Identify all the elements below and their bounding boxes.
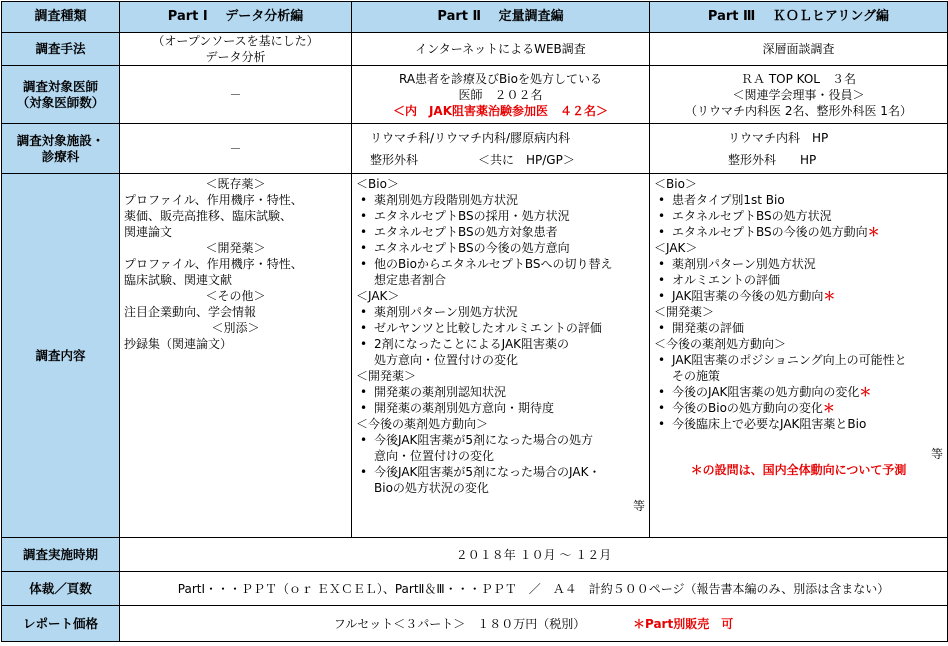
content-part1-heading: ＜開発薬＞ — [205, 241, 266, 255]
content-part3-bullet-item — [654, 224, 943, 240]
content-part2-section-heading: ＜Bio＞ — [356, 177, 399, 191]
method-part2: インターネットによるWEB調査 — [352, 33, 650, 66]
content-part2-bullet-continuation: 想定患者割合 — [374, 273, 447, 287]
format-value: PartⅠ・・・ＰＰＴ（ｏｒ ＥＸＣＥＬ）、PartⅡ＆Ⅲ・・・ＰＰＴ ／ Ａ４ 計約５００ページ（報告書本編のみ、別添は含まない） — [120, 572, 948, 606]
forecast-star-mark: ＊ — [867, 225, 880, 239]
doctors-part3-line1: ＲＡ TOP KOL ３名 — [741, 71, 856, 86]
price-value: フルセット＜３パート＞ １８０万円（税別） — [333, 616, 586, 631]
doctors-row — [2, 66, 948, 124]
format-label: 体裁／頁数 — [2, 572, 120, 606]
content-part3-bullet-item: • オルミエントの評価 — [654, 272, 943, 288]
period-value: ２０１８年 １０月 ～ １２月 — [120, 538, 948, 572]
period-row — [2, 538, 948, 572]
content-part3-bullet-item: • 開発薬の評価 — [654, 320, 943, 336]
content-part3-bullet-text: エタネルセプトBSの今後の処方動向 — [672, 225, 868, 239]
header-part3: Part Ⅲ ＫＯＬヒアリング編 — [650, 2, 948, 33]
content-part3-bullet-item — [654, 400, 943, 416]
facility-part2-line1: リウマチ科/リウマチ内科/膠原病内科 — [370, 130, 571, 145]
content-part2-bullet-item: • ゼルヤンツと比較したオルミエントの評価 — [356, 320, 645, 336]
content-row — [2, 174, 948, 538]
forecast-star-mark: ＊ — [859, 385, 872, 399]
price-cell — [120, 606, 948, 642]
content-label: 調査内容 — [2, 174, 120, 538]
method-part1-line1: （オープンソースを基にした） — [152, 34, 319, 48]
content-part1-text-line: 注目企業動向、学会情報 — [124, 305, 257, 319]
facility-part3-line2: 整形外科 HP — [728, 152, 817, 167]
doctors-part2-line2: 医師 ２０２名 — [458, 87, 543, 102]
content-part1-text-line: 薬価、販売高推移、臨床試験、 — [124, 209, 293, 223]
content-part3-bullet-continuation: その施策 — [672, 369, 721, 383]
content-part1-heading: ＜既存薬＞ — [205, 177, 266, 191]
content-part3-bullet-item — [654, 384, 943, 400]
doctors-label-line2: （対象医師数） — [16, 94, 105, 110]
format-row — [2, 572, 948, 606]
facility-label-line2: 診療科 — [41, 148, 80, 164]
content-part3-section-heading: ＜開発薬＞ — [654, 305, 715, 319]
content-part3-section-heading: ＜Bio＞ — [654, 177, 697, 191]
content-part3-bullet-text: 今後のBioの処方動向の変化 — [672, 401, 823, 415]
content-part3-bullet-item: • 今後臨床上で必要なJAK阻害薬とBio — [654, 416, 943, 432]
content-part2-section-heading: ＜開発薬＞ — [356, 369, 417, 383]
facility-part2 — [352, 124, 650, 174]
content-part2-bullet-item: • エタネルセプトBSの採用・処方状況 — [356, 208, 645, 224]
content-part3-etc: 等 — [930, 447, 943, 461]
content-part1-text-line: 臨床試験、関連文献 — [124, 273, 233, 287]
header-part2: Part Ⅱ 定量調査編 — [352, 2, 650, 33]
price-label: レポート価格 — [2, 606, 120, 642]
forecast-star-mark: ＊ — [823, 289, 836, 303]
content-part2-bullet-item: • エタネルセプトBSの処方対象患者 — [356, 224, 645, 240]
header-survey-type: 調査種類 — [2, 2, 120, 33]
facility-part3 — [650, 124, 948, 174]
doctors-part3-line2: ＜関連学会理事・役員＞ — [732, 87, 865, 102]
period-label: 調査実施時期 — [2, 538, 120, 572]
content-part2-bullet-continuation: Bioの処方状況の変化 — [374, 481, 489, 495]
content-part3-bullet-item: • JAK阻害薬のポジショニング向上の可能性と — [654, 352, 943, 368]
facility-part1: － — [120, 124, 352, 174]
facility-label — [2, 124, 120, 174]
content-part2-section-heading: ＜JAK＞ — [356, 289, 400, 303]
content-part2-bullet-item: • 今後JAK阻害薬が5剤になった場合のJAK・ — [356, 464, 645, 480]
price-part-sale-note: ＊Part別販売 可 — [632, 616, 734, 631]
doctors-label-line1: 調査対象医師 — [22, 78, 98, 94]
content-part2-bullet-continuation: 意向・位置付けの変化 — [374, 449, 495, 463]
content-part3-bullet-item: • 患者タイプ別1st Bio — [654, 192, 943, 208]
content-part3-bullet-text: 今後のJAK阻害薬の処方動向の変化 — [672, 385, 860, 399]
facility-row — [2, 124, 948, 174]
forecast-star-mark: ＊ — [822, 401, 835, 415]
content-part1-text-line: プロファイル、作用機序・特性、 — [124, 257, 303, 271]
content-part2-bullet-item: • 今後JAK阻害薬が5剤になった場合の処方 — [356, 432, 645, 448]
content-part2-section-heading: ＜今後の薬剤処方動向＞ — [356, 417, 489, 431]
content-part3-bullet-item: • エタネルセプトBSの処方状況 — [654, 208, 943, 224]
doctors-part1: － — [120, 66, 352, 124]
doctors-part2 — [352, 66, 650, 124]
content-part2-bullet-item: • 開発薬の薬剤別処方意向・期待度 — [356, 400, 645, 416]
facility-part2-line2: 整形外科 ＜共に HP/GP＞ — [370, 152, 575, 167]
content-part3-forecast-note: ＊の設問は、国内全体動向について予測 — [690, 463, 907, 477]
facility-label-line1: 調査対象施設・ — [16, 132, 105, 148]
method-part3: 深層面談調査 — [650, 33, 948, 66]
method-row — [2, 33, 948, 66]
content-part2-bullet-item: • 開発薬の薬剤別認知状況 — [356, 384, 645, 400]
content-part2-bullet-item: • 薬剤別パターン別処方状況 — [356, 304, 645, 320]
content-part1-text-line: 抄録集（関連論文） — [124, 337, 233, 351]
content-part2-bullet-item: • エタネルセプトBSの今後の処方意向 — [356, 240, 645, 256]
facility-part3-line1: リウマチ内科 HP — [728, 130, 829, 145]
doctors-part3 — [650, 66, 948, 124]
content-part1-heading: ＜その他＞ — [205, 289, 266, 303]
doctors-part3-line3: （リウマチ内科医 2名、整形外科医 1名） — [685, 103, 912, 118]
content-part1-text-line: プロファイル、作用機序・特性、 — [124, 193, 303, 207]
content-part3 — [650, 174, 948, 538]
content-part3-section-heading: ＜JAK＞ — [654, 241, 698, 255]
content-part1-heading: ＜別添＞ — [211, 321, 260, 335]
content-part3-bullet-item — [654, 288, 943, 304]
content-part2-bullet-continuation: 処方意向・位置付けの変化 — [374, 353, 519, 367]
content-part1 — [120, 174, 352, 538]
method-part1 — [120, 33, 352, 66]
content-part3-bullet-text: JAK阻害薬の今後の処方動向 — [672, 289, 824, 303]
content-part2-bullet-item: • 他のBioからエタネルセプトBSへの切り替え — [356, 256, 645, 272]
content-part3-bullet-item: • 薬剤別パターン別処方状況 — [654, 256, 943, 272]
price-row — [2, 606, 948, 642]
survey-overview-table — [1, 1, 948, 642]
header-part1: Part Ⅰ データ分析編 — [120, 2, 352, 33]
content-part2-etc: 等 — [632, 499, 645, 513]
content-part2-bullet-item: • 薬剤別処方段階別処方状況 — [356, 192, 645, 208]
content-part1-text-line: 関連論文 — [124, 225, 173, 239]
doctors-part2-line1: RA患者を診療及びBioを処方している — [399, 71, 602, 86]
header-row — [2, 2, 948, 33]
content-part3-section-heading: ＜今後の薬剤処方動向＞ — [654, 337, 787, 351]
method-label: 調査手法 — [2, 33, 120, 66]
method-part1-line2: データ分析 — [205, 50, 266, 64]
doctors-part2-jak-trial: ＜内 JAK阻害薬治験参加医 ４２名＞ — [392, 103, 609, 118]
content-part2-bullet-item: • 2剤になったことによるJAK阻害薬の — [356, 336, 645, 352]
doctors-label — [2, 66, 120, 124]
content-part2 — [352, 174, 650, 538]
